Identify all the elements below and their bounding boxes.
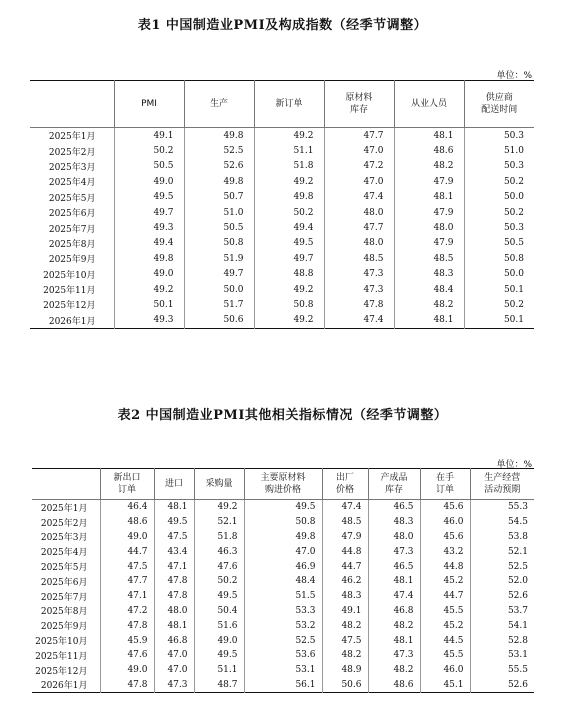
month-cell: 2025年10月 xyxy=(35,637,88,648)
value-cell: 49.1 xyxy=(114,128,184,144)
value-cell: 48.1 xyxy=(154,618,194,633)
column-header-label: 采购量 xyxy=(205,479,233,489)
value-cell: 48.0 xyxy=(154,604,194,619)
value-cell: 47.6 xyxy=(100,648,154,663)
value-cell: 50.1 xyxy=(464,282,534,297)
table-row xyxy=(32,544,534,559)
month-cell: 2025年8月 xyxy=(48,239,96,250)
value-cell: 44.7 xyxy=(100,544,154,559)
value-cell: 49.5 xyxy=(154,515,194,530)
value-cell: 45.1 xyxy=(420,678,470,693)
value-cell: 49.0 xyxy=(114,174,184,189)
column-header xyxy=(194,469,244,500)
value-cell: 46.4 xyxy=(100,500,154,515)
value-cell: 53.8 xyxy=(470,530,534,545)
value-cell: 44.5 xyxy=(420,633,470,648)
column-header-label: PMI xyxy=(141,99,157,109)
value-cell: 47.9 xyxy=(322,530,368,545)
value-cell: 46.0 xyxy=(420,663,470,678)
table-row xyxy=(32,559,534,574)
month-cell: 2025年12月 xyxy=(43,301,96,312)
value-cell: 47.3 xyxy=(368,544,420,559)
value-cell: 46.8 xyxy=(368,604,420,619)
month-cell: 2025年1月 xyxy=(48,132,96,143)
column-header-label: 主要原材料 购进价格 xyxy=(260,473,306,495)
value-cell: 47.8 xyxy=(154,589,194,604)
value-cell: 48.1 xyxy=(154,500,194,515)
value-cell: 50.2 xyxy=(464,297,534,312)
table-row xyxy=(30,190,534,205)
value-cell: 47.7 xyxy=(324,128,394,144)
value-cell: 49.0 xyxy=(100,530,154,545)
value-cell: 51.8 xyxy=(254,159,324,174)
value-cell: 50.2 xyxy=(464,205,534,220)
month-cell: 2025年2月 xyxy=(40,518,88,529)
value-cell: 43.2 xyxy=(420,544,470,559)
value-cell: 50.0 xyxy=(184,282,254,297)
table-row xyxy=(30,159,534,174)
value-cell: 49.8 xyxy=(184,174,254,189)
column-header-label: 生产经营 活动预期 xyxy=(484,473,521,495)
value-cell: 49.7 xyxy=(184,267,254,282)
value-cell: 50.8 xyxy=(184,236,254,251)
table-row xyxy=(32,678,534,693)
value-cell: 52.6 xyxy=(184,159,254,174)
column-header-label: 出厂 价格 xyxy=(335,473,354,495)
value-cell: 47.0 xyxy=(154,663,194,678)
value-cell: 50.8 xyxy=(464,251,534,266)
value-cell: 54.5 xyxy=(470,515,534,530)
column-header xyxy=(470,469,534,500)
month-cell: 2025年8月 xyxy=(40,607,88,618)
month-cell: 2025年5月 xyxy=(48,193,96,204)
value-cell: 48.5 xyxy=(324,251,394,266)
value-cell: 50.3 xyxy=(464,159,534,174)
table1-header-row xyxy=(30,81,534,128)
value-cell: 50.5 xyxy=(114,159,184,174)
value-cell: 48.0 xyxy=(324,205,394,220)
value-cell: 54.1 xyxy=(470,618,534,633)
value-cell: 47.5 xyxy=(100,559,154,574)
month-cell: 2025年6月 xyxy=(48,209,96,220)
value-cell: 52.6 xyxy=(470,678,534,693)
value-cell: 48.6 xyxy=(100,515,154,530)
value-cell: 49.2 xyxy=(114,282,184,297)
column-header xyxy=(324,81,394,128)
table-row xyxy=(32,604,534,619)
value-cell: 48.0 xyxy=(324,236,394,251)
table-row xyxy=(30,282,534,297)
table-row xyxy=(32,648,534,663)
value-cell: 47.0 xyxy=(324,174,394,189)
value-cell: 47.9 xyxy=(394,205,464,220)
value-cell: 51.1 xyxy=(194,663,244,678)
column-header-label: 原材料 库存 xyxy=(345,93,373,115)
table2-header-row xyxy=(32,469,534,500)
value-cell: 47.4 xyxy=(322,500,368,515)
table2-title: 表2 中国制造业PMI其他相关指标情况（经季节调整） xyxy=(117,408,448,423)
value-cell: 47.8 xyxy=(154,574,194,589)
value-cell: 47.6 xyxy=(194,559,244,574)
table1-body xyxy=(30,128,534,329)
table-row xyxy=(30,236,534,251)
value-cell: 51.8 xyxy=(194,530,244,545)
value-cell: 47.4 xyxy=(324,313,394,329)
value-cell: 50.0 xyxy=(464,267,534,282)
value-cell: 48.9 xyxy=(322,663,368,678)
value-cell: 49.5 xyxy=(194,589,244,604)
table-row xyxy=(32,633,534,648)
value-cell: 48.4 xyxy=(244,574,322,589)
table1-title: 表1 中国制造业PMI及构成指数（经季节调整） xyxy=(137,18,428,33)
value-cell: 49.7 xyxy=(114,205,184,220)
value-cell: 52.6 xyxy=(470,589,534,604)
value-cell: 52.1 xyxy=(470,544,534,559)
value-cell: 45.5 xyxy=(420,604,470,619)
value-cell: 51.0 xyxy=(464,143,534,158)
value-cell: 50.7 xyxy=(184,190,254,205)
value-cell: 46.5 xyxy=(368,500,420,515)
value-cell: 47.8 xyxy=(100,678,154,693)
month-column-header xyxy=(32,469,100,500)
value-cell: 48.8 xyxy=(254,267,324,282)
table-row xyxy=(30,143,534,158)
table-row xyxy=(30,205,534,220)
column-header xyxy=(100,469,154,500)
table-row xyxy=(30,220,534,235)
value-cell: 48.0 xyxy=(394,220,464,235)
value-cell: 52.5 xyxy=(184,143,254,158)
value-cell: 50.0 xyxy=(464,190,534,205)
month-cell: 2025年3月 xyxy=(40,533,88,544)
value-cell: 52.8 xyxy=(470,633,534,648)
value-cell: 48.6 xyxy=(368,678,420,693)
value-cell: 47.9 xyxy=(394,174,464,189)
column-header xyxy=(322,469,368,500)
value-cell: 51.9 xyxy=(184,251,254,266)
month-cell: 2025年4月 xyxy=(48,178,96,189)
value-cell: 50.5 xyxy=(184,220,254,235)
value-cell: 47.1 xyxy=(100,589,154,604)
column-header xyxy=(254,81,324,128)
value-cell: 47.3 xyxy=(154,678,194,693)
value-cell: 50.1 xyxy=(464,313,534,329)
table-row xyxy=(32,530,534,545)
value-cell: 49.8 xyxy=(114,251,184,266)
month-cell: 2025年7月 xyxy=(40,592,88,603)
value-cell: 49.7 xyxy=(254,251,324,266)
value-cell: 49.3 xyxy=(114,313,184,329)
value-cell: 55.3 xyxy=(470,500,534,515)
value-cell: 48.3 xyxy=(368,515,420,530)
value-cell: 47.2 xyxy=(100,604,154,619)
value-cell: 56.1 xyxy=(244,678,322,693)
value-cell: 49.5 xyxy=(254,236,324,251)
value-cell: 48.4 xyxy=(394,282,464,297)
value-cell: 46.8 xyxy=(154,633,194,648)
value-cell: 50.6 xyxy=(184,313,254,329)
value-cell: 49.0 xyxy=(114,267,184,282)
column-header-label: 供应商 配送时间 xyxy=(481,93,518,115)
value-cell: 50.2 xyxy=(254,205,324,220)
value-cell: 49.5 xyxy=(114,190,184,205)
month-cell: 2026年1月 xyxy=(48,316,96,327)
value-cell: 53.3 xyxy=(244,604,322,619)
table-row xyxy=(30,267,534,282)
month-cell: 2025年10月 xyxy=(43,270,96,281)
table1 xyxy=(30,80,534,329)
value-cell: 49.2 xyxy=(194,500,244,515)
value-cell: 52.0 xyxy=(470,574,534,589)
value-cell: 49.2 xyxy=(254,282,324,297)
table-row xyxy=(32,574,534,589)
value-cell: 47.3 xyxy=(368,648,420,663)
column-header xyxy=(184,81,254,128)
month-cell: 2025年11月 xyxy=(43,286,96,297)
value-cell: 45.6 xyxy=(420,530,470,545)
value-cell: 55.5 xyxy=(470,663,534,678)
value-cell: 49.2 xyxy=(254,128,324,144)
value-cell: 47.0 xyxy=(154,648,194,663)
value-cell: 44.7 xyxy=(322,559,368,574)
table-row xyxy=(32,589,534,604)
value-cell: 48.1 xyxy=(394,313,464,329)
table-row xyxy=(30,251,534,266)
value-cell: 47.8 xyxy=(100,618,154,633)
value-cell: 46.5 xyxy=(368,559,420,574)
value-cell: 47.5 xyxy=(154,530,194,545)
value-cell: 50.1 xyxy=(114,297,184,312)
column-header xyxy=(420,469,470,500)
value-cell: 49.8 xyxy=(244,530,322,545)
value-cell: 49.5 xyxy=(194,648,244,663)
value-cell: 47.0 xyxy=(324,143,394,158)
value-cell: 50.8 xyxy=(254,297,324,312)
value-cell: 50.8 xyxy=(244,515,322,530)
table-row xyxy=(30,297,534,312)
month-cell: 2025年3月 xyxy=(48,162,96,173)
value-cell: 51.7 xyxy=(184,297,254,312)
value-cell: 48.1 xyxy=(394,190,464,205)
value-cell: 45.6 xyxy=(420,500,470,515)
column-header-label: 产成品 库存 xyxy=(380,473,408,495)
value-cell: 49.4 xyxy=(254,220,324,235)
column-header-label: 新出口 订单 xyxy=(113,473,141,495)
value-cell: 48.3 xyxy=(394,267,464,282)
table-row xyxy=(30,174,534,189)
table-row xyxy=(30,313,534,329)
value-cell: 50.3 xyxy=(464,128,534,144)
value-cell: 43.4 xyxy=(154,544,194,559)
value-cell: 47.5 xyxy=(322,633,368,648)
value-cell: 44.8 xyxy=(420,559,470,574)
value-cell: 44.8 xyxy=(322,544,368,559)
value-cell: 47.1 xyxy=(154,559,194,574)
value-cell: 51.6 xyxy=(194,618,244,633)
value-cell: 48.1 xyxy=(368,574,420,589)
month-cell: 2025年2月 xyxy=(48,147,96,158)
value-cell: 50.2 xyxy=(464,174,534,189)
value-cell: 47.8 xyxy=(324,297,394,312)
month-cell: 2025年11月 xyxy=(35,651,88,662)
month-cell: 2025年1月 xyxy=(40,503,88,514)
value-cell: 48.0 xyxy=(368,530,420,545)
value-cell: 51.1 xyxy=(254,143,324,158)
value-cell: 49.0 xyxy=(100,663,154,678)
value-cell: 47.3 xyxy=(324,267,394,282)
value-cell: 53.6 xyxy=(244,648,322,663)
value-cell: 44.7 xyxy=(420,589,470,604)
value-cell: 53.7 xyxy=(470,604,534,619)
month-cell: 2025年6月 xyxy=(40,577,88,588)
table-row xyxy=(32,663,534,678)
value-cell: 48.2 xyxy=(394,297,464,312)
value-cell: 50.5 xyxy=(464,236,534,251)
value-cell: 45.2 xyxy=(420,574,470,589)
value-cell: 53.1 xyxy=(470,648,534,663)
value-cell: 48.5 xyxy=(394,251,464,266)
value-cell: 46.0 xyxy=(420,515,470,530)
value-cell: 46.3 xyxy=(194,544,244,559)
value-cell: 47.3 xyxy=(324,282,394,297)
value-cell: 47.9 xyxy=(394,236,464,251)
value-cell: 48.2 xyxy=(368,618,420,633)
value-cell: 49.3 xyxy=(114,220,184,235)
column-header-label: 从业人员 xyxy=(410,99,447,109)
value-cell: 47.7 xyxy=(324,220,394,235)
column-header-label: 生产 xyxy=(209,99,228,109)
table2-body xyxy=(32,500,534,693)
column-header xyxy=(114,81,184,128)
value-cell: 49.2 xyxy=(254,313,324,329)
value-cell: 48.2 xyxy=(322,648,368,663)
value-cell: 49.0 xyxy=(194,633,244,648)
value-cell: 48.2 xyxy=(394,159,464,174)
value-cell: 48.7 xyxy=(194,678,244,693)
value-cell: 53.1 xyxy=(244,663,322,678)
month-cell: 2025年12月 xyxy=(35,666,88,677)
column-header-label: 在手 订单 xyxy=(435,473,454,495)
month-cell: 2026年1月 xyxy=(40,681,88,692)
value-cell: 48.3 xyxy=(322,589,368,604)
value-cell: 49.2 xyxy=(254,174,324,189)
value-cell: 48.6 xyxy=(394,143,464,158)
value-cell: 50.6 xyxy=(322,678,368,693)
value-cell: 48.2 xyxy=(368,663,420,678)
value-cell: 45.5 xyxy=(420,648,470,663)
month-cell: 2025年7月 xyxy=(48,224,96,235)
column-header-label: 进口 xyxy=(164,479,183,489)
table2 xyxy=(32,468,534,693)
value-cell: 45.2 xyxy=(420,618,470,633)
value-cell: 52.1 xyxy=(194,515,244,530)
value-cell: 47.4 xyxy=(324,190,394,205)
table2-unit: 单位：% xyxy=(496,460,532,470)
value-cell: 49.8 xyxy=(184,128,254,144)
value-cell: 49.5 xyxy=(244,500,322,515)
column-header-label: 新订单 xyxy=(275,99,303,109)
value-cell: 47.0 xyxy=(244,544,322,559)
value-cell: 51.0 xyxy=(184,205,254,220)
month-cell: 2025年4月 xyxy=(40,548,88,559)
value-cell: 50.4 xyxy=(194,604,244,619)
value-cell: 48.5 xyxy=(322,515,368,530)
month-cell: 2025年9月 xyxy=(48,255,96,266)
value-cell: 48.2 xyxy=(322,618,368,633)
value-cell: 45.9 xyxy=(100,633,154,648)
value-cell: 49.4 xyxy=(114,236,184,251)
table-row xyxy=(32,500,534,515)
month-cell: 2025年9月 xyxy=(40,622,88,633)
value-cell: 51.5 xyxy=(244,589,322,604)
value-cell: 48.1 xyxy=(394,128,464,144)
value-cell: 48.1 xyxy=(368,633,420,648)
value-cell: 49.8 xyxy=(254,190,324,205)
value-cell: 47.2 xyxy=(324,159,394,174)
value-cell: 49.1 xyxy=(322,604,368,619)
value-cell: 50.2 xyxy=(194,574,244,589)
table-row xyxy=(32,515,534,530)
value-cell: 52.5 xyxy=(244,633,322,648)
value-cell: 46.9 xyxy=(244,559,322,574)
value-cell: 50.3 xyxy=(464,220,534,235)
column-header xyxy=(464,81,534,128)
value-cell: 47.7 xyxy=(100,574,154,589)
column-header xyxy=(154,469,194,500)
value-cell: 46.2 xyxy=(322,574,368,589)
column-header xyxy=(394,81,464,128)
table-row xyxy=(30,128,534,144)
value-cell: 47.4 xyxy=(368,589,420,604)
table-row xyxy=(32,618,534,633)
value-cell: 53.2 xyxy=(244,618,322,633)
value-cell: 52.5 xyxy=(470,559,534,574)
table1-unit: 单位：% xyxy=(496,71,532,81)
column-header xyxy=(244,469,322,500)
month-column-header xyxy=(30,81,114,128)
month-cell: 2025年5月 xyxy=(40,563,88,574)
column-header xyxy=(368,469,420,500)
value-cell: 50.2 xyxy=(114,143,184,158)
